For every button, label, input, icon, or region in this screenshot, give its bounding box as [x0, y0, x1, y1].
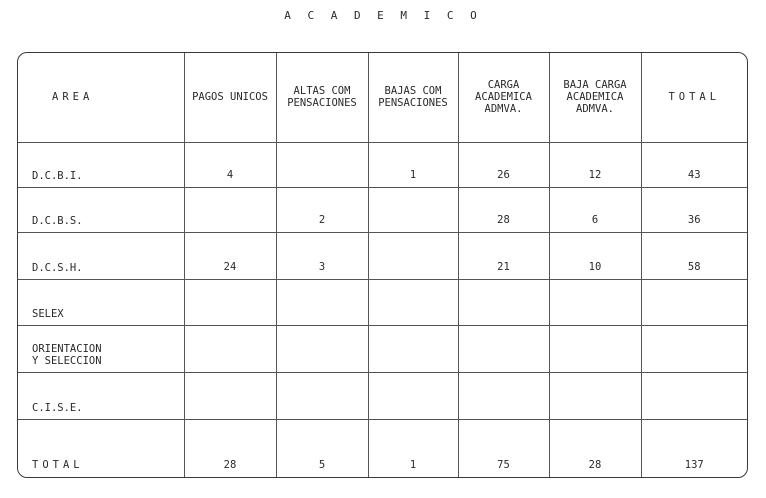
row-bajas	[368, 372, 458, 419]
row-carga: 28	[458, 188, 549, 233]
row-baja-carga: 10	[549, 233, 641, 279]
row-carga: 26	[458, 142, 549, 187]
row-pagos-unicos	[184, 325, 276, 372]
totals-carga: 75	[458, 420, 549, 477]
header-bajas-com-pensaciones: BAJAS COM PENSACIONES	[368, 53, 458, 142]
row-total: 43	[641, 142, 747, 187]
row-carga: 21	[458, 233, 549, 279]
table-row	[18, 279, 747, 325]
totals-pagos-unicos: 28	[184, 420, 276, 477]
document-title: A C A D E M I C O	[284, 9, 482, 22]
totals-label: TOTAL	[18, 420, 184, 477]
row-altas: 2	[276, 188, 368, 233]
row-pagos-unicos	[184, 372, 276, 419]
row-baja-carga	[549, 279, 641, 325]
header-pagos-unicos: PAGOS UNICOS	[184, 53, 276, 142]
row-altas	[276, 142, 368, 187]
academico-table	[18, 53, 747, 477]
row-baja-carga: 12	[549, 142, 641, 187]
row-area: D.C.S.H.	[18, 233, 184, 279]
row-carga	[458, 279, 549, 325]
row-baja-carga	[549, 325, 641, 372]
totals-row	[18, 420, 747, 477]
row-bajas	[368, 233, 458, 279]
row-total: 58	[641, 233, 747, 279]
row-altas	[276, 325, 368, 372]
row-pagos-unicos: 4	[184, 142, 276, 187]
row-altas: 3	[276, 233, 368, 279]
row-pagos-unicos	[184, 279, 276, 325]
row-bajas	[368, 279, 458, 325]
row-total	[641, 325, 747, 372]
table-row	[18, 372, 747, 419]
academico-table-frame	[17, 52, 748, 478]
row-area: D.C.B.S.	[18, 188, 184, 233]
table-row	[18, 325, 747, 372]
row-carga	[458, 325, 549, 372]
row-total: 36	[641, 188, 747, 233]
header-altas-com-pensaciones: ALTAS COM PENSACIONES	[276, 53, 368, 142]
table-row	[18, 142, 747, 187]
header-baja-carga-academica-admva: BAJA CARGA ACADEMICA ADMVA.	[549, 53, 641, 142]
row-altas	[276, 279, 368, 325]
row-carga	[458, 372, 549, 419]
row-pagos-unicos: 24	[184, 233, 276, 279]
row-area: C.I.S.E.	[18, 372, 184, 419]
header-carga-academica-admva: CARGA ACADEMICA ADMVA.	[458, 53, 549, 142]
totals-total: 137	[684, 459, 704, 471]
header-total: TOTAL	[641, 53, 747, 142]
row-bajas	[368, 188, 458, 233]
row-bajas	[368, 325, 458, 372]
row-total	[641, 372, 747, 419]
row-baja-carga	[549, 372, 641, 419]
totals-bajas: 1	[368, 420, 458, 477]
header-row	[18, 53, 747, 142]
row-altas	[276, 372, 368, 419]
row-total	[641, 279, 747, 325]
table-row	[18, 233, 747, 279]
row-area: SELEX	[18, 279, 184, 325]
table-row	[18, 188, 747, 233]
totals-altas: 5	[276, 420, 368, 477]
row-area: D.C.B.I.	[18, 142, 184, 187]
row-pagos-unicos	[184, 188, 276, 233]
row-bajas: 1	[368, 142, 458, 187]
totals-baja-carga: 28	[549, 420, 641, 477]
row-baja-carga: 6	[549, 188, 641, 233]
row-area: ORIENTACION Y SELECCION	[18, 325, 184, 372]
header-area: AREA	[18, 53, 184, 142]
